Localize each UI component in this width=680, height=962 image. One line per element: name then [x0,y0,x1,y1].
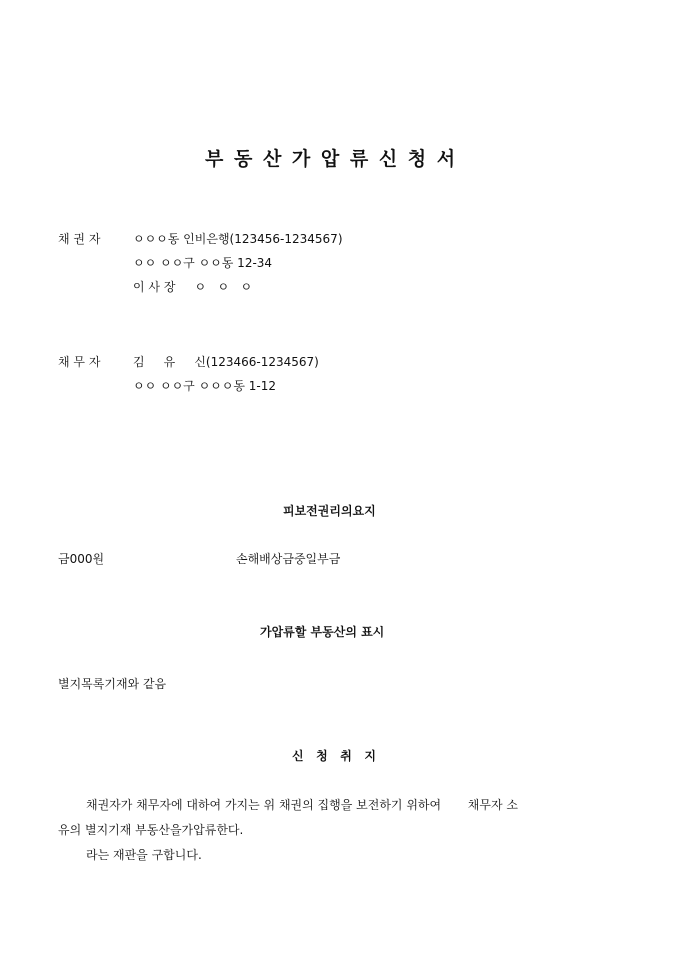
document-title: 부 동 산 가 압 류 신 청 서 [205,148,458,170]
creditor-label: 채 권 자 [58,232,101,246]
debtor-line-2: ㅇㅇ ㅇㅇ구 ㅇㅇㅇ동 1-12 [133,379,277,393]
debtor-label: 채 무 자 [58,355,101,369]
secured-right-description: 손해배상금중일부금 [236,552,341,566]
creditor-line-2: ㅇㅇ ㅇㅇ구 ㅇㅇ동 12-34 [133,256,273,270]
property-text: 별지목록기재와 같음 [58,677,167,691]
secured-right-amount: 금000원 [58,552,105,566]
secured-right-heading: 피보전권리의요지 [283,504,376,518]
purpose-line-2: 유의 별지기재 부동산을가압류한다. [58,823,244,837]
purpose-line-3: 라는 재판을 구합니다. [86,848,202,862]
debtor-line-1: 김 유 신(123466-1234567) [133,355,319,369]
property-heading: 가압류할 부동산의 표시 [260,625,385,639]
creditor-line-1: ㅇㅇㅇ동 인비은행(123456-1234567) [133,232,343,246]
purpose-heading: 신 청 취 지 [292,749,376,763]
purpose-line-1: 채권자가 채무자에 대하여 가지는 위 채권의 집행을 보전하기 위하여 채무자 소 [86,798,518,812]
creditor-line-3: 이 사 장 ㅇ ㅇ ㅇ [133,280,253,294]
